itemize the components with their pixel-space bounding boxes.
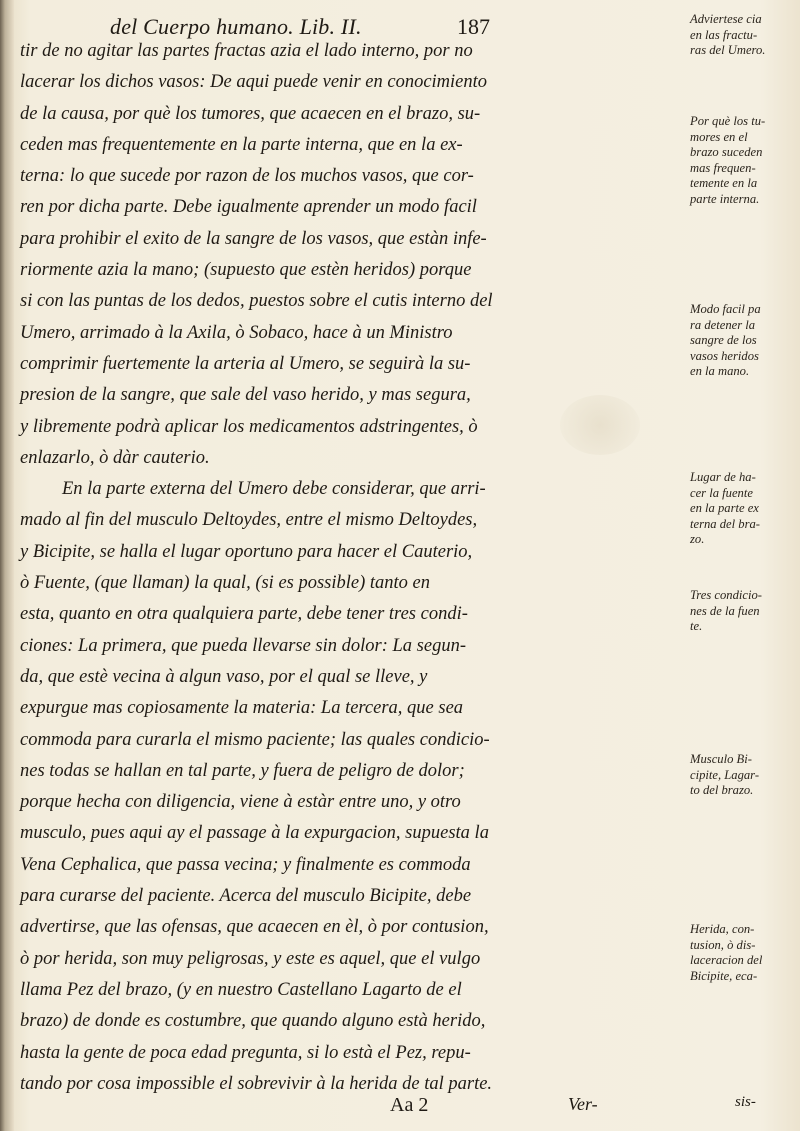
text-line: para prohibir el exito de la sangre de los vasos, que estàn infe- [20,228,487,249]
text-line: terna: lo que sucede por razon de los muchos vasos, que cor- [20,166,474,187]
marginal-note [690,302,761,380]
marginal-note [690,12,765,59]
text-line: mado al fin del musculo Deltoydes, entre el mismo Deltoydes, [20,510,478,531]
marginal-note-line: te. [690,619,703,633]
text-line: nes todas se hallan en tal parte, y fuera de peligro de dolor; [20,760,465,781]
text-line: expurgue mas copiosamente la materia: La tercera, que sea [20,698,464,719]
marginal-note-line: Herida, con- [690,922,755,936]
page-binding-edge [0,0,14,1131]
marginal-note [690,470,760,548]
marginal-note-line: nes de la fuen [690,603,760,618]
marginal-note-line: en la parte ex [690,501,759,515]
marginal-note-line: en las fractu- [690,27,758,42]
text-line: ceden mas frequentemente en la parte interna, que en la ex- [20,134,463,155]
text-line: ciones: La primera, que pueda llevarse sin dolor: La segun- [20,635,467,656]
marginal-note-line: laceracion del [690,953,763,967]
running-head: del Cuerpo humano. Lib. II. [110,14,362,39]
text-line: Umero, arrimado à la Axila, ò Sobaco, hace à un Ministro [20,322,453,343]
marginal-note-line: Tres condicio- [690,588,762,602]
text-line: Vena Cephalica, que passa vecina; y finalmente es commoda [20,854,471,875]
marginal-note-line: Modo facil pa [690,302,761,316]
page-number: 187 [457,14,490,39]
text-line: ò Fuente, (que llaman) la qual, (si es possible) tanto en [20,573,431,594]
text-line: para curarse del paciente. Acerca del musculo Bicipite, debe [20,886,472,907]
text-line: tir de no agitar las partes fractas azia el lado interno, por no [20,41,473,61]
text-line: enlazarlo, ò dàr cauterio. [20,447,210,468]
marginal-note-line: cipite, Lagar- [690,767,760,782]
text-line: brazo) de donde es costumbre, que quando alguno està herido, [20,1011,486,1032]
text-line: lacerar los dichos vasos: De aqui puede venir en conocimiento [20,72,488,93]
marginal-note-line: ra detener la [690,317,756,332]
main-text-block [20,36,680,1100]
marginal-note-line: vasos heridos [690,348,759,363]
text-line: esta, quanto en otra qualquiera parte, debe tener tres condi- [20,604,468,625]
catchword-margin: sis- [735,1094,756,1110]
text-line: si con las puntas de los dedos, puestos sobre el cutis interno del [20,291,493,312]
text-line: ren por dicha parte. Debe igualmente aprender un modo facil [20,197,477,218]
marginal-note-line: terna del bra- [690,516,760,531]
catchword: Ver- [568,1094,598,1114]
marginal-note-line: zo. [690,532,705,546]
marginal-note-line: Musculo Bi- [690,752,752,766]
text-line: comprimir fuertemente la arteria al Umero, se seguirà la su- [20,353,471,374]
marginal-note-line: Por què los tu- [690,114,766,128]
text-line: hasta la gente de poca edad pregunta, si lo està el Pez, repu- [20,1042,471,1063]
text-line: da, que estè vecina à algun vaso, por el qual se lleve, y [20,666,428,687]
text-line: porque hecha con diligencia, viene à estàr entre uno, y otro [20,792,461,813]
signature-mark: Aa 2 [390,1094,429,1116]
page-footer [0,1094,800,1124]
marginal-note-line: parte interna. [690,191,760,206]
text-line: presion de la sangre, que sale del vaso herido, y mas segura, [20,385,471,406]
marginal-note-line: Bicipite, eca- [690,968,758,983]
marginal-note-line: mores en el [690,129,748,144]
marginal-note-line: to del brazo. [690,783,754,797]
text-line: y libremente podrà aplicar los medicamentos adstringentes, ò [20,416,478,437]
marginal-note-line: cer la fuente [690,485,753,500]
text-line: riormente azia la mano; (supuesto que estèn heridos) porque [20,260,472,281]
marginal-note-line: sangre de los [690,333,757,347]
marginal-note [690,114,765,207]
marginal-note-line: mas frequen- [690,160,756,175]
marginal-note-line: brazo suceden [690,145,763,159]
text-line: tando por cosa impossible el sobrevivir à la herida de tal parte. [20,1073,493,1094]
text-line: llama Pez del brazo, (y en nuestro Castellano Lagarto de el [20,979,462,1000]
text-line: commoda para curarla el mismo paciente; las quales condicio- [20,729,490,750]
marginal-note-line: temente en la [690,176,758,190]
marginal-note-line: en la mano. [690,364,750,378]
marginal-note-line: tusion, ò dis- [690,937,756,952]
marginal-note-line: Adviertese cia [690,12,762,26]
text-line: ò por herida, son muy peligrosas, y este es aquel, que el vulgo [20,948,481,969]
text-line: advertirse, que las ofensas, que acaecen en èl, ò por contusion, [20,917,489,938]
marginal-note [690,922,762,984]
text-line: y Bicipite, se halla el lugar oportuno para hacer el Cauterio, [20,541,473,562]
text-line: de la causa, por què los tumores, que acaecen en el brazo, su- [20,103,481,124]
marginal-note-line: Lugar de ha- [690,470,756,484]
marginal-note-line: ras del Umero. [690,43,766,57]
marginal-note [690,752,759,799]
marginal-note [690,588,762,635]
text-line: En la parte externa del Umero debe considerar, que arri- [62,479,486,500]
text-line: musculo, pues aqui ay el passage à la expurgacion, supuesta la [20,823,489,844]
